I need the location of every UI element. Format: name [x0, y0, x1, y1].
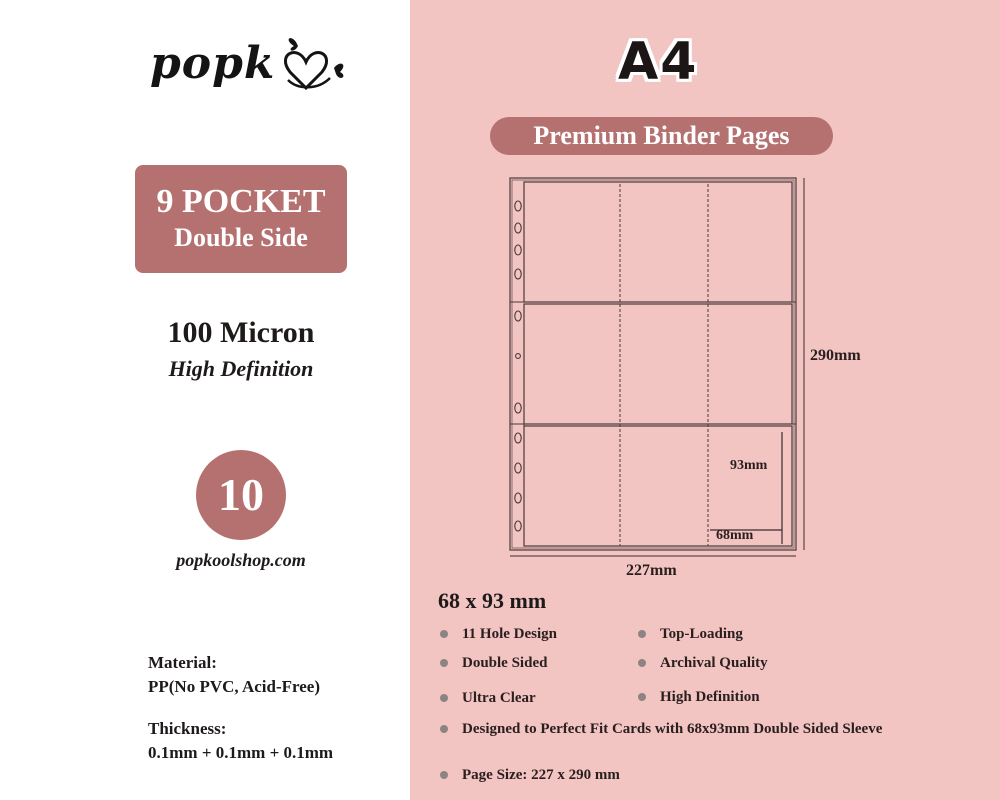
bullet-dot-icon [440, 771, 448, 779]
micron-label: 100 Micron [167, 316, 315, 349]
pack-count-badge: 10 [196, 450, 286, 540]
binder-holes [515, 201, 521, 531]
logo-text: popk [150, 38, 276, 89]
pocket-width-dimension: 68mm [716, 528, 754, 543]
thickness-value: 0.1mm + 0.1mm + 0.1mm [148, 743, 334, 762]
definition-label: High Definition [168, 356, 314, 381]
bullet-dot-icon [638, 693, 646, 701]
feature-item: High Definition [638, 687, 760, 707]
bullet-dot-icon [440, 694, 448, 702]
pocket-row-1 [524, 182, 792, 302]
feature-item: Designed to Perfect Fit Cards with 68x93mm Double Sided Sleeve [440, 719, 890, 739]
width-dimension: 227mm [626, 562, 677, 579]
bullet-dot-icon [440, 725, 448, 733]
a4-title: A4 [618, 32, 699, 92]
feature-item: Double Sided [440, 653, 547, 673]
feature-item: Page Size: 227 x 290 mm [440, 765, 620, 785]
bullet-dot-icon [440, 659, 448, 667]
bullet-dot-icon [440, 630, 448, 638]
subtitle-pill: Premium Binder Pages [490, 117, 833, 155]
pocket-size-heading: 68 x 93 mm [438, 588, 547, 613]
pocket-row-2 [524, 304, 792, 424]
feature-item: Top-Loading [638, 624, 743, 644]
page-inner [512, 180, 794, 548]
feature-item: 11 Hole Design [440, 624, 557, 644]
pocket-count-label: 9 POCKET [156, 183, 326, 220]
feature-item: Ultra Clear [440, 688, 536, 708]
pocket-badge [135, 165, 347, 273]
bullet-dot-icon [638, 659, 646, 667]
double-side-label: Double Side [174, 223, 308, 252]
left-panel [0, 0, 410, 800]
website-label: popkoolshop.com [176, 550, 306, 570]
bullet-dot-icon [638, 630, 646, 638]
pocket-height-dimension: 93mm [730, 458, 768, 473]
material-value: PP(No PVC, Acid-Free) [148, 677, 320, 696]
binder-page-diagram [500, 170, 810, 560]
page-outline [510, 178, 796, 550]
feature-item: Archival Quality [638, 653, 768, 673]
brand-logo [150, 28, 360, 108]
thickness-label: Thickness: [148, 719, 227, 738]
material-label: Material: [148, 653, 217, 672]
height-dimension: 290mm [810, 347, 861, 364]
butterfly-heart-logo-icon [268, 32, 358, 102]
